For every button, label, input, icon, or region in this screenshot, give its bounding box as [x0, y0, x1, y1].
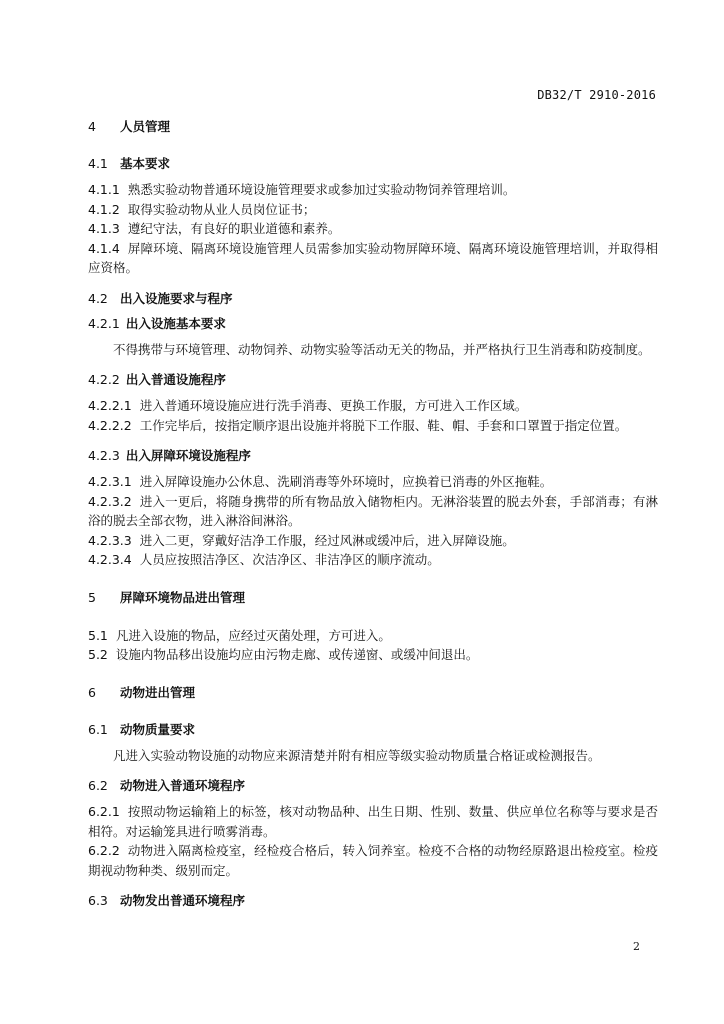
clause-text: 取得实验动物从业人员岗位证书；: [127, 201, 316, 217]
section-number: 6: [88, 684, 96, 700]
section-title: 屏障环境物品进出管理: [120, 589, 246, 605]
clause-text: 设施内物品移出设施均应由污物走廊、或传递窗、或缓冲间退出。: [115, 647, 479, 662]
section-title: 人员管理: [120, 119, 171, 134]
clause-number: 4.2.2.2: [88, 417, 132, 433]
clause-text: 动物进入隔离检疫室，经检疫合格后，转入饲养室。检疫不合格的动物经原路退出检疫室。检疫期视动物种类、级别而定。: [88, 843, 658, 878]
clause-number: 4.2.2.1: [88, 398, 132, 413]
clause-text: 遵纪守法，有良好的职业道德和素养。: [127, 221, 341, 236]
section-4-2-2-heading: [88, 371, 658, 389]
section-5-heading: [88, 589, 658, 607]
clause-4-2-3-3: [88, 531, 658, 551]
section-title: 出入普通设施程序: [125, 372, 226, 387]
section-6-heading: [88, 684, 658, 702]
section-number: 4.1: [88, 156, 108, 171]
clause-6-2-2: [88, 841, 658, 880]
section-6-1-heading: [88, 721, 658, 739]
section-number: 4.2: [88, 290, 108, 306]
section-number: 6.1: [88, 721, 108, 737]
clause-number: 4.1.4: [88, 240, 120, 256]
clause-text: 进入二更，穿戴好洁净工作服，经过风淋或缓冲后，进入屏障设施。: [139, 532, 515, 548]
section-title: 出入屏障环境设施程序: [125, 448, 251, 463]
section-number: 5: [88, 589, 96, 605]
section-title: 动物质量要求: [120, 721, 196, 737]
clause-5-2: [88, 645, 658, 665]
section-4-2-heading: [88, 290, 658, 308]
clause-4-1-2: [88, 200, 658, 220]
section-4-2-1-heading: [88, 315, 658, 333]
section-6-2-heading: [88, 777, 658, 795]
clause-text: 按照动物运输箱上的标签，核对动物品种、出生日期、性别、数量、供应单位名称等与要求是否相符。对运输笼具进行喷雾消毒。: [88, 804, 658, 839]
section-title: 出入设施基本要求: [125, 315, 226, 331]
clause-number: 4.2.3.3: [88, 532, 132, 548]
clause-number: 4.2.3.4: [88, 552, 132, 567]
section-title: 基本要求: [120, 156, 171, 171]
clause-text: 进入一更后，将随身携带的所有物品放入储物柜内。无淋浴装置的脱去外套，手部消毒；有淋浴的脱去全部衣物，进入淋浴间淋浴。: [88, 493, 658, 528]
section-title: 动物进出管理: [120, 684, 196, 700]
section-title: 出入设施要求与程序: [120, 290, 233, 306]
clause-text: 凡进入设施的物品，应经过灭菌处理，方可进入。: [115, 627, 391, 643]
section-number: 4.2.3: [88, 448, 120, 463]
section-6-3-heading: [88, 892, 658, 910]
clause-4-2-3-2: [88, 492, 658, 531]
clause-4-2-2-2: [88, 416, 658, 436]
section-number: 4.2.1: [88, 315, 120, 331]
page-number: 2: [633, 940, 640, 953]
clause-4-2-3-1: [88, 472, 658, 492]
clause-number: 4.1.2: [88, 201, 120, 217]
standard-code: DB32/T 2910-2016: [537, 88, 656, 102]
section-title: 动物发出普通环境程序: [120, 893, 246, 908]
clause-number: 4.2.3.1: [88, 474, 132, 489]
clause-text: 屏障环境、隔离环境设施管理人员需参加实验动物屏障环境、隔离环境设施管理培训，并取得相应资格。: [88, 240, 658, 275]
section-4-2-3-heading: [88, 447, 658, 465]
clause-number: 6.2.1: [88, 804, 120, 819]
section-number: 6.2: [88, 778, 108, 793]
clause-text: 进入屏障设施办公休息、洗刷消毒等外环境时，应换着已消毒的外区拖鞋。: [139, 474, 553, 489]
section-number: 4: [88, 119, 96, 134]
clause-number: 4.2.3.2: [88, 493, 132, 509]
clause-number: 5.1: [88, 627, 108, 643]
clause-number: 4.1.1: [88, 182, 120, 197]
clause-4-2-3-4: [88, 550, 658, 570]
clause-5-1: [88, 626, 658, 646]
clause-4-2-2-1: [88, 396, 658, 416]
clause-4-1-4: [88, 239, 658, 278]
clause-4-1-3: [88, 219, 658, 239]
paragraph-6-1: 凡进入实验动物设施的动物应来源清楚并附有相应等级实验动物质量合格证或检测报告。: [113, 747, 601, 763]
clause-number: 5.2: [88, 647, 108, 662]
clause-text: 进入普通环境设施应进行洗手消毒、更换工作服，方可进入工作区域。: [139, 398, 528, 413]
clause-text: 人员应按照洁净区、次洁净区、非洁净区的顺序流动。: [139, 552, 440, 567]
section-number: 4.2.2: [88, 372, 120, 387]
clause-4-1-1: [88, 180, 658, 200]
paragraph-4-2-1: 不得携带与环境管理、动物饲养、动物实验等活动无关的物品，并严格执行卫生消毒和防疫制度。: [113, 341, 651, 357]
section-title: 动物进入普通环境程序: [120, 778, 246, 793]
section-number: 6.3: [88, 893, 108, 908]
section-4-heading: [88, 118, 658, 136]
clause-number: 6.2.2: [88, 843, 120, 858]
document-body: [88, 118, 658, 910]
clause-text: 工作完毕后，按指定顺序退出设施并将脱下工作服、鞋、帽、手套和口罩置于指定位置。: [139, 417, 628, 433]
clause-text: 熟悉实验动物普通环境设施管理要求或参加过实验动物饲养管理培训。: [127, 182, 516, 197]
section-4-1-heading: [88, 155, 658, 173]
clause-number: 4.1.3: [88, 221, 120, 236]
clause-6-2-1: [88, 802, 658, 841]
